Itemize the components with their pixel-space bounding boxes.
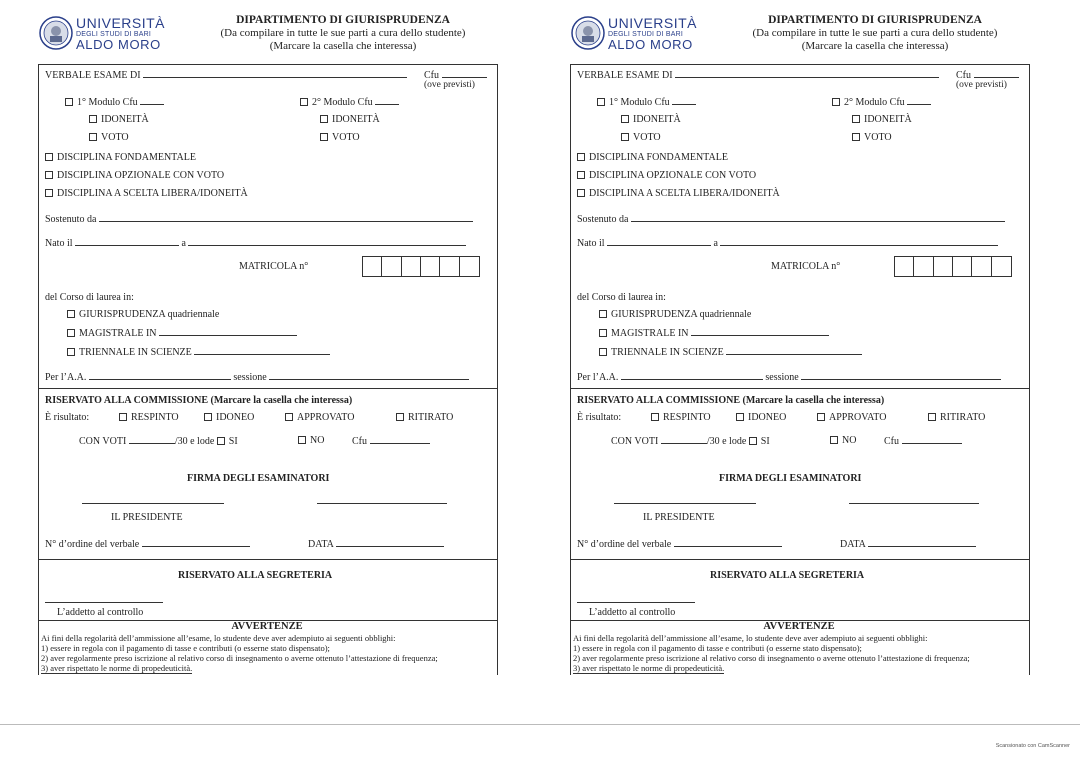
giuri-checkbox[interactable] xyxy=(599,310,607,318)
lode-label: /30 e lode xyxy=(174,436,215,447)
ordine-label: N° d’ordine del verbale xyxy=(45,539,140,550)
form-copy-left xyxy=(38,14,498,675)
comm-cfu-field[interactable] xyxy=(902,435,962,444)
data-field[interactable] xyxy=(868,538,976,547)
modulo2-label: 2° Modulo Cfu xyxy=(844,97,905,108)
university-logo xyxy=(38,14,168,54)
ritirato-label: RITIRATO xyxy=(408,412,454,423)
si-label: SI xyxy=(228,436,238,447)
approvato-label: APPROVATO xyxy=(297,412,355,423)
ritirato-checkbox[interactable] xyxy=(928,413,936,421)
modulo1-checkbox[interactable] xyxy=(597,98,605,106)
nato-a-label: a xyxy=(713,238,718,249)
mod2-idoneita-label: IDONEITÀ xyxy=(332,114,380,125)
presidente-signature[interactable] xyxy=(614,495,756,504)
university-seal-icon xyxy=(571,16,605,50)
aa-label: Per l’A.A. xyxy=(45,372,87,383)
warnings-intro: Ai fini della regolarità dell’ammissione all’esame, lo studente deve aver adempiuto ai seguenti obblighi: xyxy=(41,633,396,643)
sessione-field[interactable] xyxy=(801,371,1001,380)
warnings-intro: Ai fini della regolarità dell’ammissione all’esame, lo studente deve aver adempiuto ai seguenti obblighi: xyxy=(573,633,928,643)
con-voti-label: CON VOTI xyxy=(79,436,127,447)
magistrale-label: MAGISTRALE IN xyxy=(79,328,157,339)
university-aldo-moro: ALDO MORO xyxy=(76,37,161,52)
presidente-label: IL PRESIDENTE xyxy=(111,512,183,523)
segreteria-title: RISERVATO ALLA SEGRETERIA xyxy=(178,570,333,581)
presidente-signature[interactable] xyxy=(82,495,224,504)
cfu-label: Cfu xyxy=(956,70,971,81)
warnings-item-2: 2) aver regolarmente preso iscrizione al relativo corso di insegnamento o averne ottenuto l’attestazione di frequenza; xyxy=(41,653,438,663)
sostenuto-label: Sostenuto da xyxy=(577,214,629,225)
examiner-signature[interactable] xyxy=(849,495,979,504)
form-header xyxy=(38,14,498,64)
magistrale-label: MAGISTRALE IN xyxy=(611,328,689,339)
scanner-footer: Scansionato con CamScanner xyxy=(995,743,1070,749)
ordine-field[interactable] xyxy=(142,538,250,547)
nato-label: Nato il xyxy=(45,238,73,249)
university-name: UNIVERSITÀ xyxy=(608,15,698,31)
modulo2-checkbox[interactable] xyxy=(832,98,840,106)
data-label: DATA xyxy=(840,539,866,550)
instruction-mark: (Marcare la casella che interessa) xyxy=(269,40,417,52)
ritirato-checkbox[interactable] xyxy=(396,413,404,421)
sessione-field[interactable] xyxy=(269,371,469,380)
form-box xyxy=(38,64,498,675)
page-bottom-divider xyxy=(0,724,1080,725)
corso-label: del Corso di laurea in: xyxy=(577,292,666,303)
disc-lib-checkbox[interactable] xyxy=(577,189,585,197)
modulo1-label: 1° Modulo Cfu xyxy=(77,97,138,108)
warnings-item-3: 3) aver rispettato le norme di propedeuticità. xyxy=(41,663,193,673)
verbale-label: VERBALE ESAME DI xyxy=(45,70,141,81)
ove-previsti: (ove previsti) xyxy=(424,80,475,90)
modulo1-field[interactable] xyxy=(140,96,164,105)
mod2-idoneita-checkbox[interactable] xyxy=(320,115,328,123)
disc-opz-label: DISCIPLINA OPZIONALE CON VOTO xyxy=(57,170,225,181)
student-section xyxy=(571,65,1029,389)
university-subname: DEGLI STUDI DI BARI xyxy=(76,31,151,38)
disc-fond-checkbox[interactable] xyxy=(577,153,585,161)
ordine-field[interactable] xyxy=(674,538,782,547)
mod1-idoneita-checkbox[interactable] xyxy=(621,115,629,123)
ordine-label: N° d’ordine del verbale xyxy=(577,539,672,550)
comm-cfu-label: Cfu xyxy=(884,436,899,447)
disc-opz-label: DISCIPLINA OPZIONALE CON VOTO xyxy=(589,170,757,181)
nato-place-field[interactable] xyxy=(720,237,998,246)
magistrale-field[interactable] xyxy=(159,327,297,336)
commission-section xyxy=(571,389,1029,560)
sessione-label: sessione xyxy=(765,372,799,383)
respinto-checkbox[interactable] xyxy=(119,413,127,421)
voti-field[interactable] xyxy=(129,435,175,444)
aa-label: Per l’A.A. xyxy=(577,372,619,383)
verbale-label: VERBALE ESAME DI xyxy=(577,70,673,81)
mod1-voto-checkbox[interactable] xyxy=(621,133,629,141)
segreteria-title: RISERVATO ALLA SEGRETERIA xyxy=(710,570,865,581)
verbale-field[interactable] xyxy=(143,69,407,78)
firma-title: FIRMA DEGLI ESAMINATORI xyxy=(719,473,862,484)
risultato-label: È risultato: xyxy=(577,412,622,423)
mod1-voto-label: VOTO xyxy=(101,132,129,143)
modulo1-checkbox[interactable] xyxy=(65,98,73,106)
mod1-idoneita-checkbox[interactable] xyxy=(89,115,97,123)
warnings-section xyxy=(39,621,497,675)
commission-section xyxy=(39,389,497,560)
risultato-label: È risultato: xyxy=(45,412,90,423)
no-label: NO xyxy=(310,435,325,446)
nato-label: Nato il xyxy=(577,238,605,249)
giuri-label: GIURISPRUDENZA quadriennale xyxy=(611,309,752,320)
matricola-label: MATRICOLA n° xyxy=(239,261,309,272)
triennale-field[interactable] xyxy=(194,346,330,355)
instruction-mark: (Marcare la casella che interessa) xyxy=(801,40,949,52)
no-checkbox[interactable] xyxy=(830,436,838,444)
mod1-idoneita-label: IDONEITÀ xyxy=(101,114,149,125)
disc-lib-label: DISCIPLINA A SCELTA LIBERA/IDONEITÀ xyxy=(57,188,248,199)
university-logo xyxy=(570,14,700,54)
approvato-checkbox[interactable] xyxy=(285,413,293,421)
instruction-compile: (Da compilare in tutte le sue parti a cura dello studente) xyxy=(220,27,466,39)
magistrale-checkbox[interactable] xyxy=(599,329,607,337)
modulo1-label: 1° Modulo Cfu xyxy=(609,97,670,108)
commission-title: RISERVATO ALLA COMMISSIONE (Marcare la casella che interessa) xyxy=(577,395,885,406)
comm-cfu-label: Cfu xyxy=(352,436,367,447)
triennale-label: TRIENNALE IN SCIENZE xyxy=(79,347,192,358)
corso-label: del Corso di laurea in: xyxy=(45,292,134,303)
university-subname: DEGLI STUDI DI BARI xyxy=(608,31,683,38)
lode-label: /30 e lode xyxy=(706,436,747,447)
cfu-field[interactable] xyxy=(442,69,487,78)
matricola-boxes[interactable] xyxy=(362,256,480,277)
disc-fond-checkbox[interactable] xyxy=(45,153,53,161)
mod1-voto-checkbox[interactable] xyxy=(89,133,97,141)
department-title: DIPARTIMENTO DI GIURISPRUDENZA xyxy=(236,14,450,26)
nato-date-field[interactable] xyxy=(75,237,179,246)
nato-place-field[interactable] xyxy=(188,237,466,246)
university-aldo-moro: ALDO MORO xyxy=(608,37,693,52)
mod2-idoneita-label: IDONEITÀ xyxy=(864,114,912,125)
ove-previsti: (ove previsti) xyxy=(956,80,1007,90)
modulo2-field[interactable] xyxy=(375,96,399,105)
giuri-label: GIURISPRUDENZA quadriennale xyxy=(79,309,220,320)
disc-lib-checkbox[interactable] xyxy=(45,189,53,197)
ritirato-label: RITIRATO xyxy=(940,412,986,423)
mod2-voto-label: VOTO xyxy=(332,132,360,143)
data-field[interactable] xyxy=(336,538,444,547)
aa-field[interactable] xyxy=(89,371,231,380)
no-label: NO xyxy=(842,435,857,446)
disc-opz-checkbox[interactable] xyxy=(45,171,53,179)
commission-title: RISERVATO ALLA COMMISSIONE (Marcare la casella che interessa) xyxy=(45,395,353,406)
data-label: DATA xyxy=(308,539,334,550)
idoneo-label: IDONEO xyxy=(748,412,787,423)
nato-date-field[interactable] xyxy=(607,237,711,246)
triennale-field[interactable] xyxy=(726,346,862,355)
form-copy-right xyxy=(570,14,1030,675)
triennale-label: TRIENNALE IN SCIENZE xyxy=(611,347,724,358)
nato-a-label: a xyxy=(181,238,186,249)
student-section xyxy=(39,65,497,389)
si-checkbox[interactable] xyxy=(749,437,757,445)
mod1-voto-label: VOTO xyxy=(633,132,661,143)
mod2-idoneita-checkbox[interactable] xyxy=(852,115,860,123)
segreteria-section xyxy=(571,560,1029,621)
con-voti-label: CON VOTI xyxy=(611,436,659,447)
examiner-signature[interactable] xyxy=(317,495,447,504)
warnings-item-1: 1) essere in regola con il pagamento di tasse e contributi (o esserne stato dispensato); xyxy=(41,643,330,653)
addetto-signature[interactable] xyxy=(577,594,695,603)
respinto-label: RESPINTO xyxy=(663,412,711,423)
respinto-checkbox[interactable] xyxy=(651,413,659,421)
form-box xyxy=(570,64,1030,675)
no-checkbox[interactable] xyxy=(298,436,306,444)
sostenuto-label: Sostenuto da xyxy=(45,214,97,225)
modulo1-field[interactable] xyxy=(672,96,696,105)
instruction-compile: (Da compilare in tutte le sue parti a cura dello studente) xyxy=(752,27,998,39)
warnings-item-2: 2) aver regolarmente preso iscrizione al relativo corso di insegnamento o averne ottenuto l’attestazione di frequenza; xyxy=(573,653,970,663)
modulo2-checkbox[interactable] xyxy=(300,98,308,106)
sostenuto-field[interactable] xyxy=(99,213,473,222)
warnings-title: AVVERTENZE xyxy=(231,621,303,632)
si-checkbox[interactable] xyxy=(217,437,225,445)
disc-opz-checkbox[interactable] xyxy=(577,171,585,179)
warnings-section xyxy=(571,621,1029,675)
warnings-item-3: 3) aver rispettato le norme di propedeuticità. xyxy=(573,663,725,673)
presidente-label: IL PRESIDENTE xyxy=(643,512,715,523)
warnings-title: AVVERTENZE xyxy=(763,621,835,632)
matricola-label: MATRICOLA n° xyxy=(771,261,841,272)
approvato-label: APPROVATO xyxy=(829,412,887,423)
idoneo-checkbox[interactable] xyxy=(204,413,212,421)
sessione-label: sessione xyxy=(233,372,267,383)
mod2-voto-label: VOTO xyxy=(864,132,892,143)
segreteria-section xyxy=(39,560,497,621)
firma-title: FIRMA DEGLI ESAMINATORI xyxy=(187,473,330,484)
warnings-item-1: 1) essere in regola con il pagamento di tasse e contributi (o esserne stato dispensato); xyxy=(573,643,862,653)
addetto-label: L’addetto al controllo xyxy=(589,607,676,618)
mod1-idoneita-label: IDONEITÀ xyxy=(633,114,681,125)
idoneo-checkbox[interactable] xyxy=(736,413,744,421)
voti-field[interactable] xyxy=(661,435,707,444)
magistrale-checkbox[interactable] xyxy=(67,329,75,337)
modulo2-label: 2° Modulo Cfu xyxy=(312,97,373,108)
university-name: UNIVERSITÀ xyxy=(76,15,166,31)
mod2-voto-checkbox[interactable] xyxy=(852,133,860,141)
department-title: DIPARTIMENTO DI GIURISPRUDENZA xyxy=(768,14,982,26)
triennale-checkbox[interactable] xyxy=(599,348,607,356)
giuri-checkbox[interactable] xyxy=(67,310,75,318)
cfu-field[interactable] xyxy=(974,69,1019,78)
cfu-label: Cfu xyxy=(424,70,439,81)
respinto-label: RESPINTO xyxy=(131,412,179,423)
idoneo-label: IDONEO xyxy=(216,412,255,423)
matricola-boxes[interactable] xyxy=(894,256,1012,277)
addetto-signature[interactable] xyxy=(45,594,163,603)
form-header xyxy=(570,14,1030,64)
triennale-checkbox[interactable] xyxy=(67,348,75,356)
disc-fond-label: DISCIPLINA FONDAMENTALE xyxy=(57,152,196,163)
magistrale-field[interactable] xyxy=(691,327,829,336)
si-label: SI xyxy=(760,436,770,447)
approvato-checkbox[interactable] xyxy=(817,413,825,421)
disc-fond-label: DISCIPLINA FONDAMENTALE xyxy=(589,152,728,163)
modulo2-field[interactable] xyxy=(907,96,931,105)
addetto-label: L’addetto al controllo xyxy=(57,607,144,618)
aa-field[interactable] xyxy=(621,371,763,380)
mod2-voto-checkbox[interactable] xyxy=(320,133,328,141)
university-seal-icon xyxy=(39,16,73,50)
comm-cfu-field[interactable] xyxy=(370,435,430,444)
verbale-field[interactable] xyxy=(675,69,939,78)
disc-lib-label: DISCIPLINA A SCELTA LIBERA/IDONEITÀ xyxy=(589,188,780,199)
sostenuto-field[interactable] xyxy=(631,213,1005,222)
